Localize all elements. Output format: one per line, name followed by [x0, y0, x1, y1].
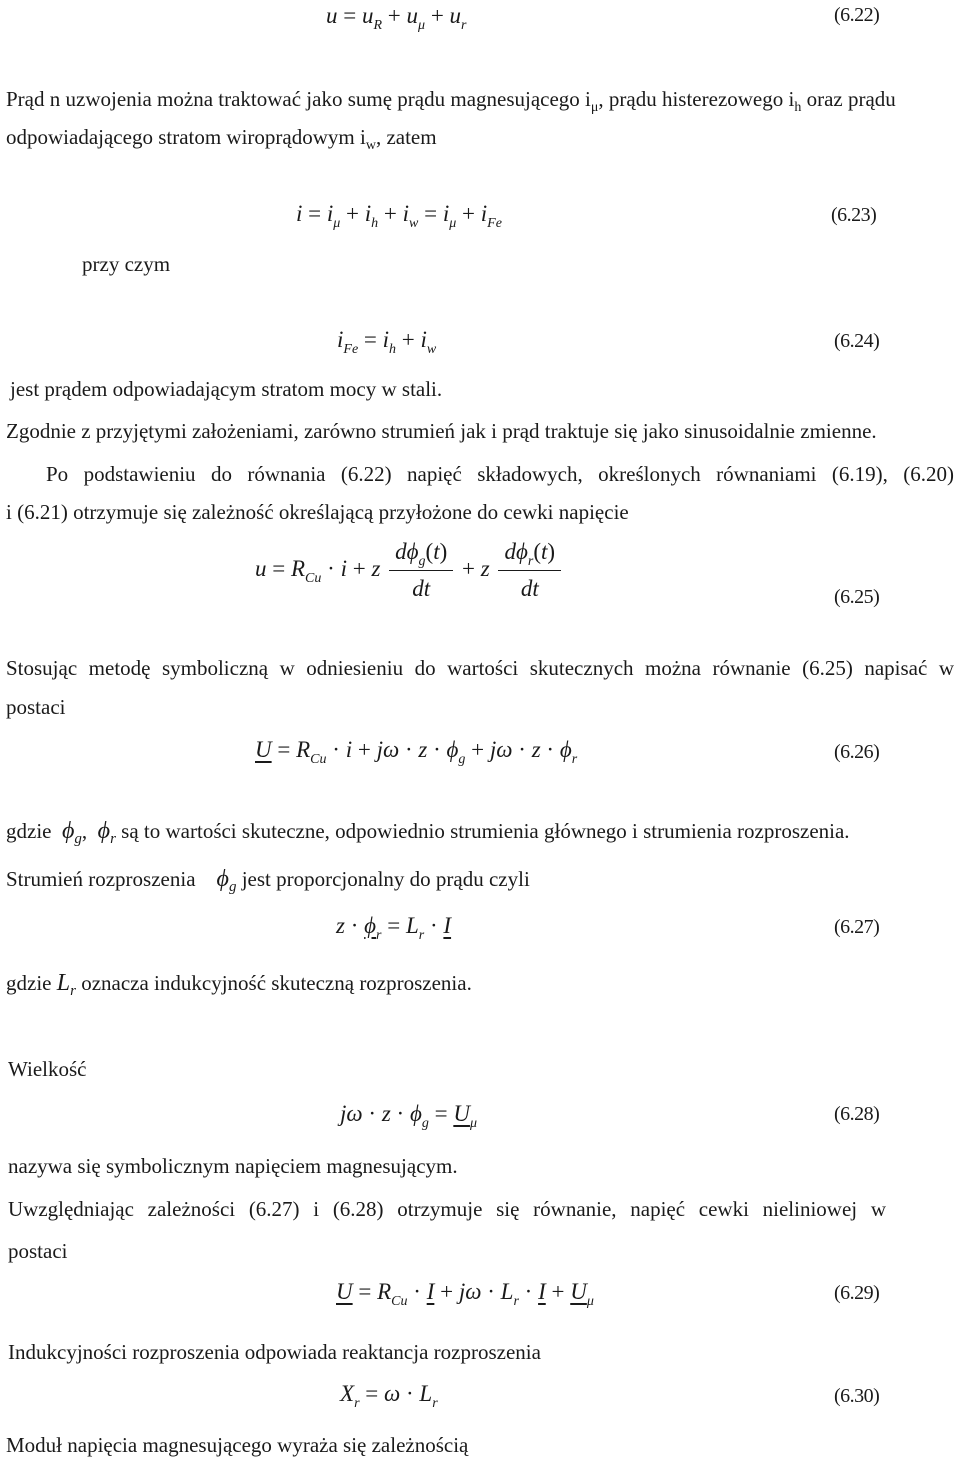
equation-number-6-24: (6.24) — [834, 330, 880, 352]
paragraph-sinusoidal-assumption: Zgodnie z przyjętymi założeniami, zarówno strumień jak i prąd traktuje się jako sinusoidalnie zmienne. — [6, 419, 877, 443]
paragraph-leakage-reactance: Indukcyjności rozproszenia odpowiada reaktancja rozproszenia — [8, 1340, 541, 1364]
equation-6-27: $z \cdot \phi_r = L_r \cdot I$ — [336, 913, 452, 943]
equation-6-23: $i = i_\mu + i_h + i_w = i_\mu + i_{Fe}$ — [296, 201, 502, 231]
paragraph-magnetizing-voltage-modulus: Moduł napięcia magnesującego wyraża się zależnością — [6, 1433, 469, 1457]
equation-number-6-29: (6.29) — [834, 1282, 880, 1304]
paragraph-nonlinear-coil-line2: postaci — [8, 1239, 68, 1263]
equation-number-6-22: (6.22) — [834, 4, 880, 26]
paragraph-substitution-line1: Po podstawieniu do równania (6.22) napięć składowych, określonych równaniami (6.19), (6.20) — [46, 462, 954, 486]
paragraph-leakage-flux: Strumień rozproszenia $\phi_g$ jest proporcjonalny do prądu czyli — [6, 866, 530, 896]
paragraph-current-components: Prąd n uzwojenia można traktować jako sumę prądu magnesującego $i_\mu$, prądu histerezowego $i_h$ oraz prądu — [6, 87, 896, 116]
equation-6-29: $U = R_{Cu} \cdot I + j\omega \cdot L_r \cdot I + U_\mu$ — [336, 1279, 594, 1309]
equation-number-6-23: (6.23) — [831, 204, 877, 226]
paragraph-symbolic-method-line2: postaci — [6, 695, 66, 719]
equation-6-22: $u = u_R + u_\mu + u_r$ — [326, 3, 467, 33]
equation-6-28: $j\omega \cdot z \cdot \phi_g = U_\mu$ — [340, 1101, 477, 1131]
paragraph-current-components-line2: odpowiadającego stratom wiroprądowym $i_w$, zatem — [6, 125, 437, 154]
equation-6-30: $X_r = \omega \cdot L_r$ — [340, 1381, 438, 1411]
equation-number-6-30: (6.30) — [834, 1385, 880, 1407]
paragraph-iron-loss-current: jest prądem odpowiadającym stratom mocy w stali. — [10, 377, 443, 401]
paragraph-symbolic-method-line1: Stosując metodę symboliczną w odniesieniu do wartości skutecznych można równanie (6.25) napisać w — [6, 656, 954, 680]
paragraph-flux-definitions: gdzie $\phi_g$, $\phi_r$ są to wartości skuteczne, odpowiednio strumienia głównego i strumienia rozproszenia. — [6, 818, 850, 848]
equation-6-25: $u = R_{Cu} \cdot i + z$ $\frac{d\phi_g(t)}{dt}$ + z $\frac{d\phi_r(t)}{dt}$ — [255, 536, 564, 605]
label-wielkosc: Wielkość — [8, 1057, 87, 1081]
equation-number-6-27: (6.27) — [834, 916, 880, 938]
equation-number-6-26: (6.26) — [834, 741, 880, 763]
paragraph-magnetizing-voltage: nazywa się symbolicznym napięciem magnesującym. — [8, 1154, 458, 1178]
paragraph-nonlinear-coil-line1: Uwzględniając zależności (6.27) i (6.28) otrzymuje się równanie, napięć cewki nieliniowej w — [8, 1197, 886, 1221]
equation-6-26: $U = R_{Cu} \cdot i + j\omega \cdot z \cdot \phi_g + j\omega \cdot z \cdot \phi_r$ — [255, 737, 578, 767]
paragraph-leakage-inductance: gdzie $L_r$ oznacza indukcyjność skuteczną rozproszenia. — [6, 970, 472, 1000]
equation-number-6-28: (6.28) — [834, 1103, 880, 1125]
equation-number-6-25: (6.25) — [834, 586, 880, 608]
label-przy-czym: przy czym — [82, 252, 171, 276]
equation-6-24: $i_{Fe} = i_h + i_w$ — [337, 327, 437, 357]
paragraph-substitution-line2: i (6.21) otrzymuje się zależność określającą przyłożone do cewki napięcie — [6, 500, 629, 524]
